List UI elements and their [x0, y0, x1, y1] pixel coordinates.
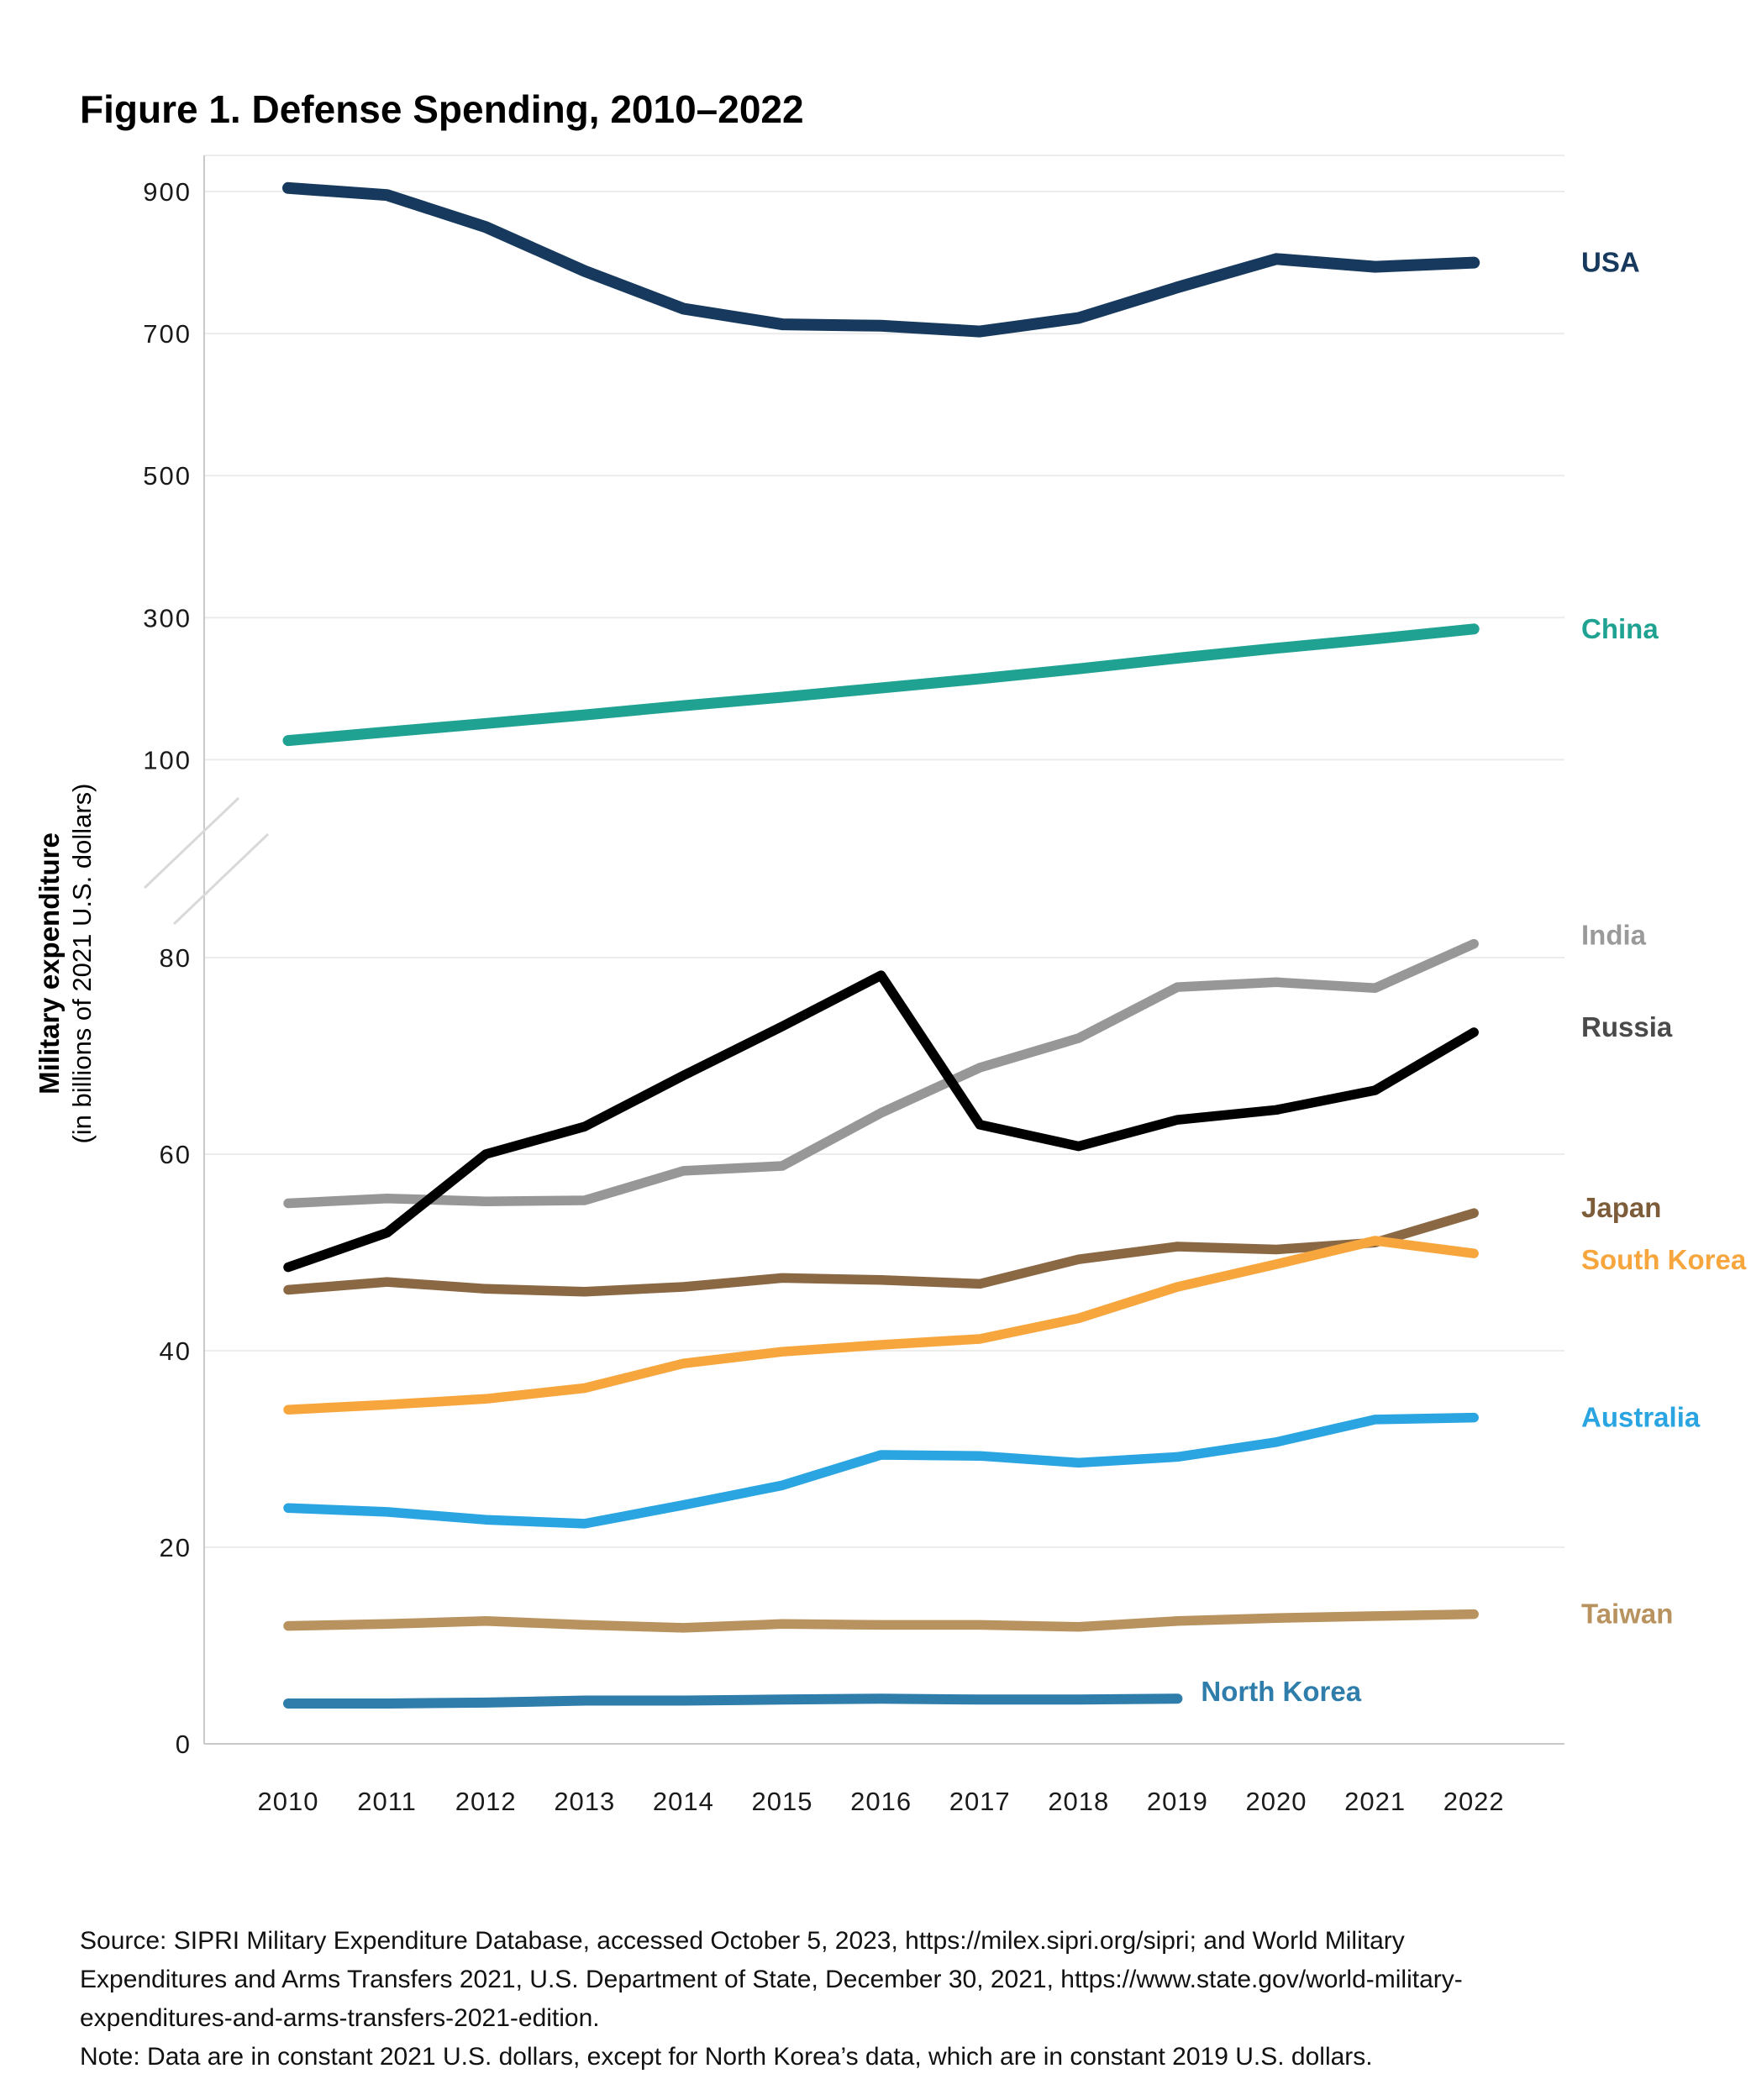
series-label-russia: Russia — [1581, 1011, 1673, 1042]
x-tick-2018: 2018 — [1048, 1787, 1110, 1816]
series-line-china — [288, 629, 1474, 741]
y-tick-40: 40 — [159, 1336, 192, 1366]
x-tick-2021: 2021 — [1344, 1787, 1407, 1816]
y-tick-900: 900 — [143, 177, 192, 207]
series-line-russia — [288, 975, 1474, 1268]
series-line-south-korea — [288, 1241, 1474, 1410]
x-tick-2014: 2014 — [652, 1787, 714, 1816]
x-tick-2013: 2013 — [554, 1787, 616, 1816]
series-label-north-korea: North Korea — [1201, 1676, 1362, 1708]
source-line: expenditures-and-arms-transfers-2021-edition. — [80, 2003, 600, 2032]
figure-title: Figure 1. Defense Spending, 2010–2022 — [80, 87, 804, 131]
series-label-south-korea: South Korea — [1581, 1244, 1747, 1276]
series-line-north-korea — [288, 1698, 1177, 1704]
series-label-usa: USA — [1581, 246, 1640, 278]
x-tick-2015: 2015 — [751, 1787, 813, 1816]
x-tick-2011: 2011 — [357, 1787, 417, 1816]
y-axis-title-main: Military expenditure — [34, 832, 65, 1095]
source-line: Source: SIPRI Military Expenditure Database, accessed October 5, 2023, https://milex.sipri.org/sipri; and World Military — [80, 1927, 1405, 1955]
y-tick-700: 700 — [143, 319, 192, 349]
series-label-taiwan: Taiwan — [1581, 1598, 1674, 1630]
source-line: Expenditures and Arms Transfers 2021, U.S. Department of State, December 30, 2021, https://www.state.gov/world-military- — [80, 1965, 1463, 1993]
y-axis-title-units: (in billions of 2021 U.S. dollars) — [67, 783, 97, 1144]
series-label-china: China — [1581, 612, 1659, 644]
series-label-india: India — [1581, 919, 1647, 951]
x-tick-2012: 2012 — [455, 1787, 517, 1816]
x-tick-2022: 2022 — [1443, 1787, 1505, 1816]
y-tick-0: 0 — [175, 1730, 192, 1759]
series-label-japan: Japan — [1581, 1192, 1662, 1224]
x-tick-2020: 2020 — [1245, 1787, 1307, 1816]
y-tick-80: 80 — [159, 943, 192, 973]
y-tick-500: 500 — [143, 461, 192, 491]
y-tick-300: 300 — [143, 603, 192, 633]
x-tick-2016: 2016 — [850, 1787, 912, 1816]
y-tick-20: 20 — [159, 1533, 192, 1562]
series-label-australia: Australia — [1581, 1401, 1701, 1433]
series-line-japan — [288, 1213, 1474, 1292]
series-line-taiwan — [288, 1614, 1474, 1628]
source-line: Note: Data are in constant 2021 U.S. dollars, except for North Korea’s data, which are in constant 2019 U.S. dollars. — [80, 2042, 1373, 2071]
x-tick-2017: 2017 — [949, 1787, 1011, 1816]
x-tick-2010: 2010 — [257, 1787, 319, 1816]
x-tick-2019: 2019 — [1146, 1787, 1208, 1816]
y-tick-100: 100 — [143, 745, 192, 775]
source-note — [80, 1922, 1701, 2076]
series-line-australia — [288, 1418, 1474, 1524]
y-tick-60: 60 — [159, 1140, 192, 1169]
series-line-usa — [288, 188, 1474, 332]
